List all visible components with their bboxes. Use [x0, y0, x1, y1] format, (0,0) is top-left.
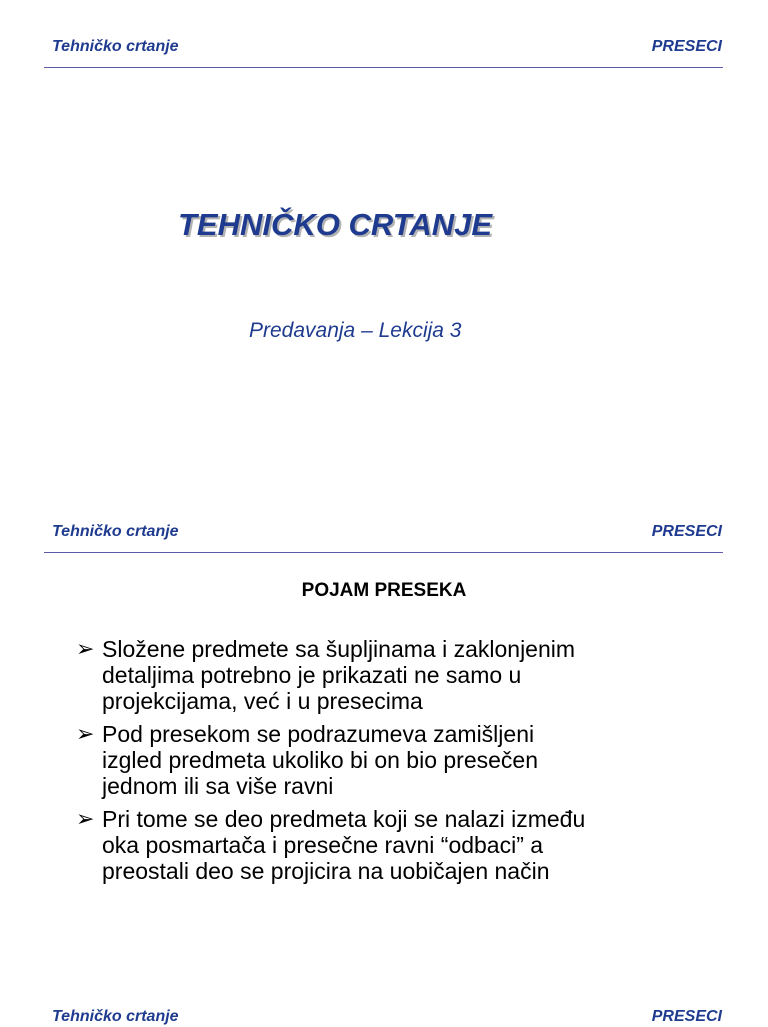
bullet-item	[76, 636, 716, 714]
header-topic: PRESECI	[651, 38, 722, 55]
header-course-title: Tehničko crtanje	[52, 38, 179, 55]
bullet-line: Pri tome se deo predmeta koji se nalazi između	[102, 806, 586, 832]
slide-title: TEHNIČKO CRTANJE	[178, 207, 493, 242]
slide-header	[52, 522, 722, 542]
arrow-bullet-icon: ➢	[76, 636, 95, 661]
bullet-item	[76, 806, 716, 884]
arrow-bullet-icon: ➢	[76, 806, 95, 831]
bullet-line: Pod presekom se podrazumeva zamišljeni	[102, 721, 535, 747]
bullet-line: izgled predmeta ukoliko bi on bio presečen	[102, 747, 538, 773]
slide-subtitle: Predavanja – Lekcija 3	[249, 319, 462, 342]
bullet-line: jednom ili sa više ravni	[102, 773, 334, 799]
header-course-title: Tehničko crtanje	[52, 523, 179, 540]
bullet-line: Složene predmete sa šupljinama i zaklonjenim	[102, 636, 576, 662]
arrow-bullet-icon: ➢	[76, 721, 95, 746]
bullet-item	[76, 721, 716, 799]
bullet-line: projekcijama, već i u presecima	[102, 688, 423, 714]
header-course-title: Tehničko crtanje	[52, 1008, 179, 1025]
bullet-line: preostali deo se projicira na uobičajen način	[102, 858, 550, 884]
bullet-line: oka posmartača i presečne ravni “odbaci” a	[102, 832, 544, 858]
bullet-line: detaljima potrebno je prikazati ne samo u	[102, 662, 522, 688]
bullet-list	[76, 636, 716, 891]
header-topic: PRESECI	[651, 1008, 722, 1025]
header-divider	[44, 552, 723, 553]
section-heading: POJAM PRESEKA	[301, 580, 467, 601]
header-topic: PRESECI	[651, 523, 722, 540]
header-divider	[44, 67, 723, 68]
slide-header	[52, 1007, 722, 1027]
slide-header	[52, 37, 722, 57]
